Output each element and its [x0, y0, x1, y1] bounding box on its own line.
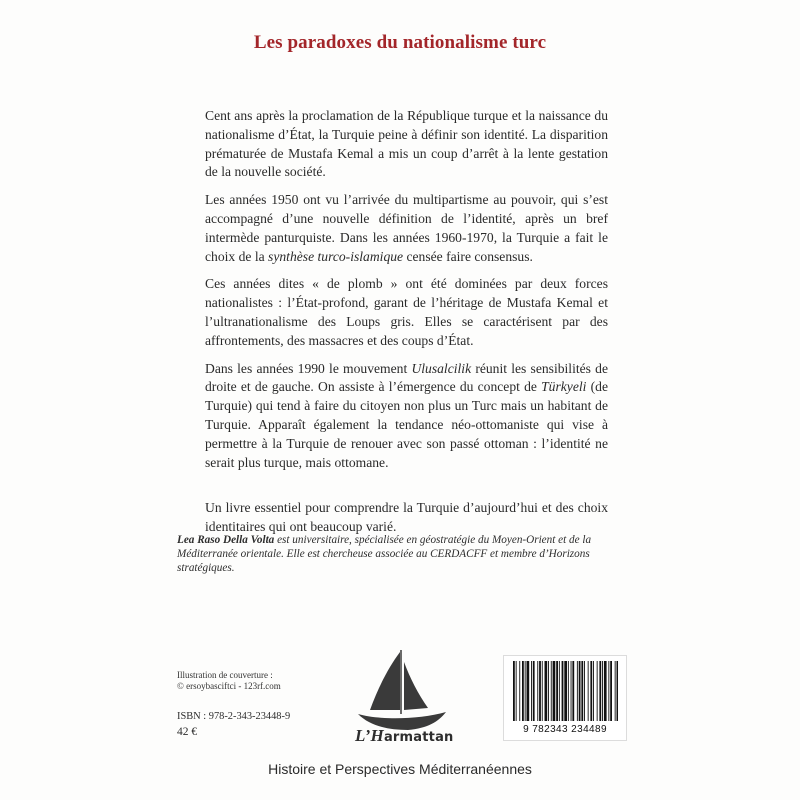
blurb-paragraph-2: Les années 1950 ont vu l’arrivée du multipartisme au pouvoir, qui s’est accompagné d’une nouvelle définition de l’identité, après un bref intermède panturquiste. Dans les années 1960-1970, la Turquie a fait le choix de la synthèse turco-islamique censée faire consensus. [205, 192, 608, 264]
isbn: ISBN : 978-2-343-23448-9 [177, 711, 291, 722]
barcode-bar [519, 661, 520, 721]
blurb-closing: Un livre essentiel pour comprendre la Turquie d’aujourd’hui et des choix identitaires qui ont beaucoup varié. [205, 500, 608, 535]
barcode-bar [542, 661, 543, 721]
barcode-bar [617, 661, 619, 721]
barcode-bar [513, 661, 515, 721]
barcode-bar [610, 661, 612, 721]
barcode-bar [556, 661, 558, 721]
barcode-bar [525, 661, 526, 721]
barcode-bar [584, 661, 585, 721]
blurb-paragraph-3: Ces années dites « de plomb » ont été dominées par deux forces nationalistes : l’État-profond, garant de l’héritage de Mustafa Kemal et l’ultranationalisme des Loups gris. Elles se caractérisent par des affrontements, des massacres et des coups d’État. [205, 276, 608, 348]
barcode-bar [533, 661, 535, 721]
emphasis-ulusalcilik: Ulusalcilik [411, 360, 472, 376]
barcode-bar [559, 661, 560, 721]
author-description: est universitaire, spécialisée en géostratégie du Moyen-Orient et de la Méditerranée orientale. Elle est chercheuse associée au CERDACFF et membre d’Horizons stratégiques. [177, 534, 592, 574]
barcode-bar [564, 661, 567, 721]
emphasis-synthese: synthèse turco-islamique [268, 248, 404, 264]
barcode-bar [539, 661, 541, 721]
barcode [512, 661, 618, 721]
blurb [205, 107, 608, 546]
barcode-bar [597, 661, 598, 721]
barcode-bar [577, 661, 578, 721]
publisher-name: L’Harmattan [355, 726, 454, 745]
emphasis-turkyeli: Türkyeli [541, 379, 587, 395]
barcode-bar [599, 661, 601, 721]
barcode-bar [608, 661, 609, 721]
price: 42 € [177, 726, 198, 738]
barcode-bar [553, 661, 556, 721]
barcode-bar [593, 661, 594, 721]
blurb-paragraph-4: Dans les années 1990 le mouvement Ulusalcilik réunit les sensibilités de droite et de gauche. On assiste à l’émergence du concept de Türkyeli (de Turquie) qui tend à faire du citoyen non plus un Turc mais un habitant de Turquie. Apparaît également la tendance néo-ottomaniste qui vise à permettre à la Turquie de renouer avec son passé ottoman : l’identité ne serait plus turque, mais ottomane. [205, 360, 608, 470]
barcode-number: 9 782343 234489 [523, 724, 607, 735]
barcode-bar [527, 661, 530, 721]
barcode-bar [531, 661, 532, 721]
book-title: Les paradoxes du nationalisme turc [253, 32, 547, 53]
blurb-paragraph-1: Cent ans après la proclamation de la République turque et la naissance du nationalisme d’État, la Turquie peine à définir son identité. La disparition prématurée de Mustafa Kemal a mis un coup d’arrêt à la lente gestation de la nouvelle société. [205, 108, 608, 180]
series-title: Histoire et Perspectives Méditerranéennes [268, 761, 532, 777]
barcode-bar [537, 661, 538, 721]
barcode-bar [604, 661, 607, 721]
barcode-bar [522, 661, 524, 721]
author-bio [177, 533, 637, 575]
barcode-bar [588, 661, 589, 721]
credits-source: © ersoybasciftci - 123rf.com [177, 681, 281, 691]
barcode-bar [545, 661, 548, 721]
barcode-bar [590, 661, 592, 721]
barcode-bar [562, 661, 564, 721]
barcode-bar [615, 661, 616, 721]
barcode-bar [602, 661, 603, 721]
barcode-bar [579, 661, 581, 721]
barcode-bar [581, 661, 583, 721]
barcode-bar [568, 661, 569, 721]
credits-label: Illustration de couverture : [177, 670, 273, 680]
barcode-bar [548, 661, 549, 721]
barcode-bar [571, 661, 572, 721]
barcode-bar [516, 661, 517, 721]
barcode-bar [572, 661, 574, 721]
barcode-bar [551, 661, 552, 721]
author-name: Lea Raso Della Volta [177, 534, 275, 546]
